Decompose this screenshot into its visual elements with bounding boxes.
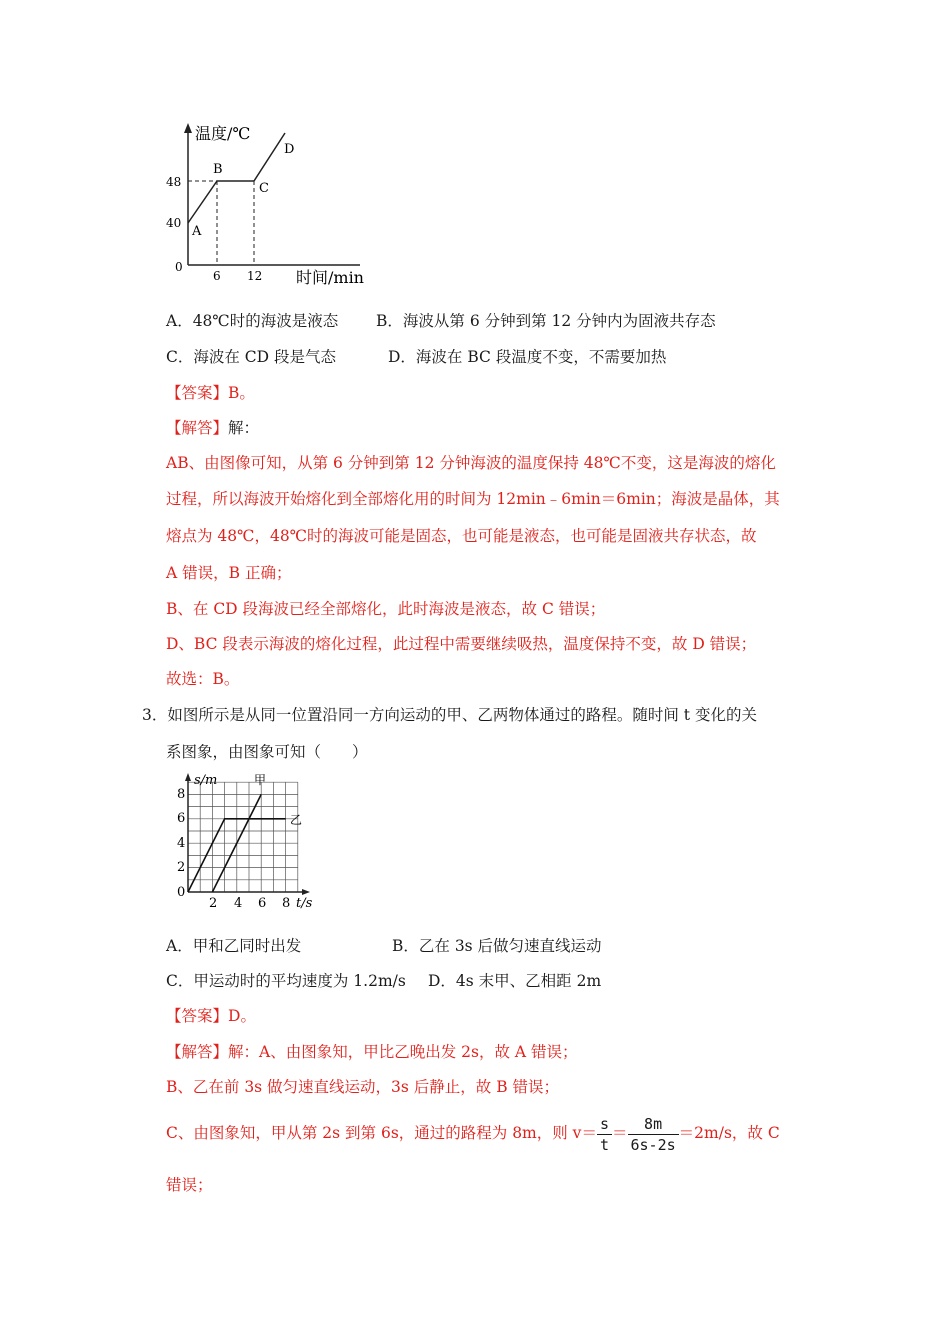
q3-options-row-2	[166, 970, 601, 992]
x-axis-label: 时间/min	[296, 268, 364, 287]
x-axis-label: t/s	[296, 896, 313, 911]
q2-analysis-line-1: AB、由图像可知，从第 6 分钟到第 12 分钟海波的温度保持 48℃不变，这是海波的熔化	[166, 454, 776, 472]
q2-analysis-jie: 解：	[228, 419, 260, 437]
fraction-numerator: s	[597, 1114, 612, 1135]
y-tick-40: 40	[166, 216, 182, 230]
x-tick-8: 8	[282, 896, 291, 911]
q2-option-a: A．48℃时的海波是液态	[166, 312, 339, 330]
equals-sign: ＝	[611, 1124, 628, 1142]
fraction-denominator: 6s-2s	[630, 1135, 676, 1154]
q3-analysis-line-1	[166, 1041, 578, 1063]
q3-analysis-c-prefix: C、由图象知，甲从第 2s 到第 6s，通过的路程为 8m，则 v＝	[166, 1124, 597, 1142]
y-tick-8: 8	[177, 787, 186, 802]
y-axis-label: s/m	[194, 773, 218, 788]
formula-fraction-values	[628, 1114, 679, 1155]
q3-analysis-line-4: 错误；	[166, 1176, 213, 1194]
fraction-numerator: 8m	[628, 1114, 679, 1135]
q2-analysis-line-5: B、在 CD 段海波已经全部熔化，此时海波是液态，故 C 错误；	[166, 600, 606, 618]
distance-time-chart	[168, 770, 328, 912]
q3-answer-value: D。	[228, 1007, 256, 1025]
q3-stem-text-1: 如图所示是从同一位置沿同一方向运动的甲、乙两物体通过的路程。随时间 t 变化的关	[167, 706, 757, 724]
y-axis-arrow	[185, 773, 191, 781]
q2-options-row-1	[166, 310, 716, 332]
q3-answer-tag: 【答案】	[166, 1007, 229, 1025]
y-axis-label: 温度/℃	[195, 124, 251, 143]
x-axis-arrow	[302, 889, 310, 895]
temperature-curve	[188, 133, 285, 223]
q3-number: 3．	[142, 706, 168, 724]
q2-analysis-line-6: D、BC 段表示海波的熔化过程，此过程中需要继续吸热，温度保持不变，故 D 错误；	[166, 635, 757, 653]
x-tick-2: 2	[209, 896, 218, 911]
q3-option-a: A．甲和乙同时出发	[166, 937, 302, 955]
y-tick-6: 6	[177, 811, 186, 826]
q2-options-row-2	[166, 346, 666, 368]
chart-grid	[188, 782, 298, 892]
q3-analysis-text-1: 解：A、由图象知，甲比乙晚出发 2s，故 A 错误；	[228, 1043, 578, 1061]
point-label-a: A	[192, 224, 202, 239]
q2-answer	[166, 382, 255, 404]
q3-analysis-tag: 【解答】	[166, 1043, 229, 1061]
y-tick-0: 0	[177, 885, 186, 900]
y-axis-arrow	[184, 123, 192, 133]
point-label-c: C	[259, 181, 269, 196]
temperature-time-chart	[160, 115, 375, 295]
q2-option-d: D．海波在 BC 段温度不变，不需要加热	[388, 348, 667, 366]
q3-stem-line-2: 系图象，由图象可知（ ）	[166, 743, 368, 761]
y-tick-0: 0	[175, 260, 183, 274]
q2-option-b: B．海波从第 6 分钟到第 12 分钟内为固液共存态	[376, 312, 716, 330]
x-tick-6: 6	[213, 269, 221, 283]
q2-analysis-head	[166, 417, 259, 439]
q3-analysis-line-2: B、乙在前 3s 做匀速直线运动，3s 后静止，故 B 错误；	[166, 1078, 560, 1096]
point-label-b: B	[213, 162, 223, 177]
fraction-denominator: t	[599, 1135, 609, 1154]
x-tick-6: 6	[258, 896, 267, 911]
q3-options-row-1	[166, 935, 602, 957]
point-label-d: D	[284, 142, 295, 157]
q2-analysis-line-3: 熔点为 48℃，48℃时的海波可能是固态，也可能是液态，也可能是固液共存状态，故	[166, 527, 757, 545]
series-label-jia: 甲	[254, 773, 267, 787]
x-tick-4: 4	[234, 896, 243, 911]
q2-analysis-line-4: A 错误，B 正确；	[166, 564, 292, 582]
y-tick-4: 4	[177, 836, 186, 851]
x-tick-12: 12	[247, 269, 263, 283]
q2-option-c: C．海波在 CD 段是气态	[166, 348, 337, 366]
q3-analysis-c-suffix: ＝2m/s，故 C	[678, 1124, 780, 1142]
q2-analysis-tag: 【解答】	[166, 419, 229, 437]
y-tick-2: 2	[177, 860, 186, 875]
q3-option-c: C．甲运动时的平均速度为 1.2m/s	[166, 972, 406, 990]
series-label-yi: 乙	[290, 813, 303, 827]
q3-option-b: B．乙在 3s 后做匀速直线运动	[392, 937, 602, 955]
y-tick-48: 48	[166, 175, 182, 189]
q2-analysis-line-2: 过程，所以海波开始熔化到全部熔化用的时间为 12min﹣6min＝6min；海波是晶体，其	[166, 490, 780, 508]
formula-fraction-s-over-t	[597, 1114, 612, 1155]
q3-stem-line-1	[142, 704, 757, 726]
q3-option-d: D．4s 末甲、乙相距 2m	[428, 972, 602, 990]
q2-answer-value: B。	[228, 384, 255, 402]
q3-answer	[166, 1005, 256, 1027]
q3-analysis-line-3	[166, 1111, 780, 1155]
q2-answer-tag: 【答案】	[166, 384, 229, 402]
q2-analysis-line-7: 故选：B。	[166, 670, 240, 688]
